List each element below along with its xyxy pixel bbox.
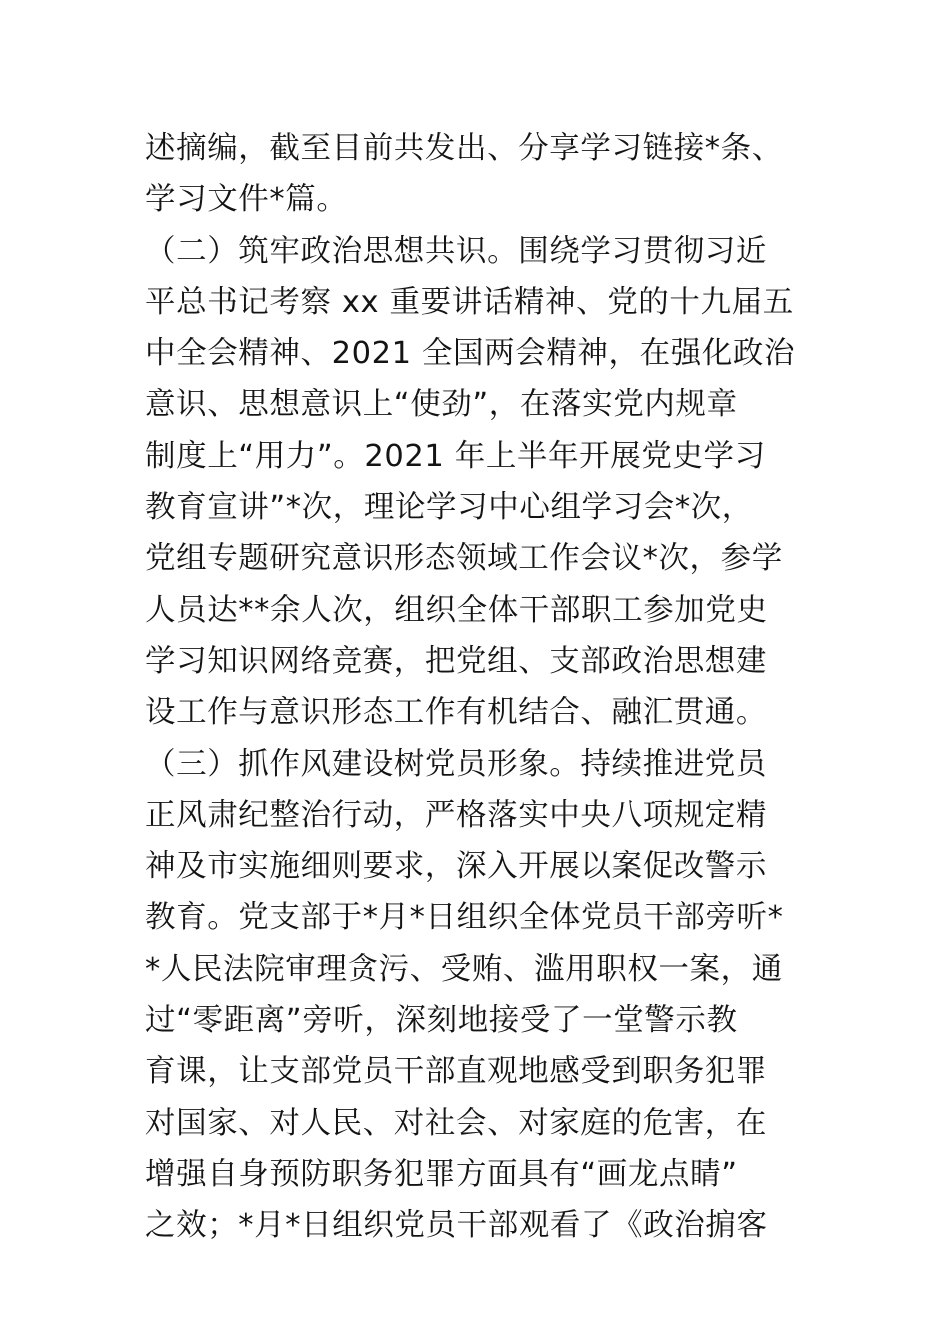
section-three-heading-line: （三）抓作风建设树党员形象。持续推进党员: [145, 746, 767, 782]
text-line: 育课，让支部党员干部直观地感受到职务犯罪: [145, 1054, 767, 1090]
text-line: 意识、思想意识上“使劲”，在落实党内规章: [145, 387, 738, 423]
body-text: [145, 123, 815, 1252]
text-line: 中全会精神、2021 全国两会精神，在强化政治: [145, 336, 796, 372]
text-line: 党组专题研究意识形态领域工作会议*次，参学: [145, 541, 783, 577]
text-line: 教育宣讲”*次，理论学习中心组学习会*次，: [145, 490, 753, 526]
text-line: 之效；*月*日组织党员干部观看了《政治掮客: [145, 1208, 768, 1244]
text-line: *人民法院审理贪污、受贿、滥用职权一案，通: [145, 951, 783, 987]
text-line: 述摘编，截至目前共发出、分享学习链接*条、: [145, 131, 783, 166]
text-line: 人员达**余人次，组织全体干部职工参加党史: [145, 592, 768, 628]
text-line: 正风肃纪整治行动，严格落实中央八项规定精: [145, 797, 767, 833]
text-line: 教育。党支部于*月*日组织全体党员干部旁听*: [145, 900, 784, 936]
text-line: 学习文件*篇。: [145, 182, 348, 218]
text-line: 设工作与意识形态工作有机结合、融汇贯通。: [145, 695, 767, 731]
text-line: 学习知识网络竞赛，把党组、支部政治思想建: [145, 643, 767, 679]
text-line: 平总书记考察 xx 重要讲话精神、党的十九届五: [145, 284, 794, 320]
text-line: 对国家、对人民、对社会、对家庭的危害，在: [145, 1105, 767, 1141]
text-line: 增强自身预防职务犯罪方面具有“画龙点睛”: [145, 1156, 738, 1192]
section-two-heading-line: （二）筑牢政治思想共识。围绕学习贯彻习近: [145, 233, 767, 269]
text-line: 神及市实施细则要求，深入开展以案促改警示: [145, 849, 767, 885]
text-line: 过“零距离”旁听，深刻地接受了一堂警示教: [145, 1003, 738, 1039]
text-line: 制度上“用力”。2021 年上半年开展党史学习: [145, 438, 766, 474]
